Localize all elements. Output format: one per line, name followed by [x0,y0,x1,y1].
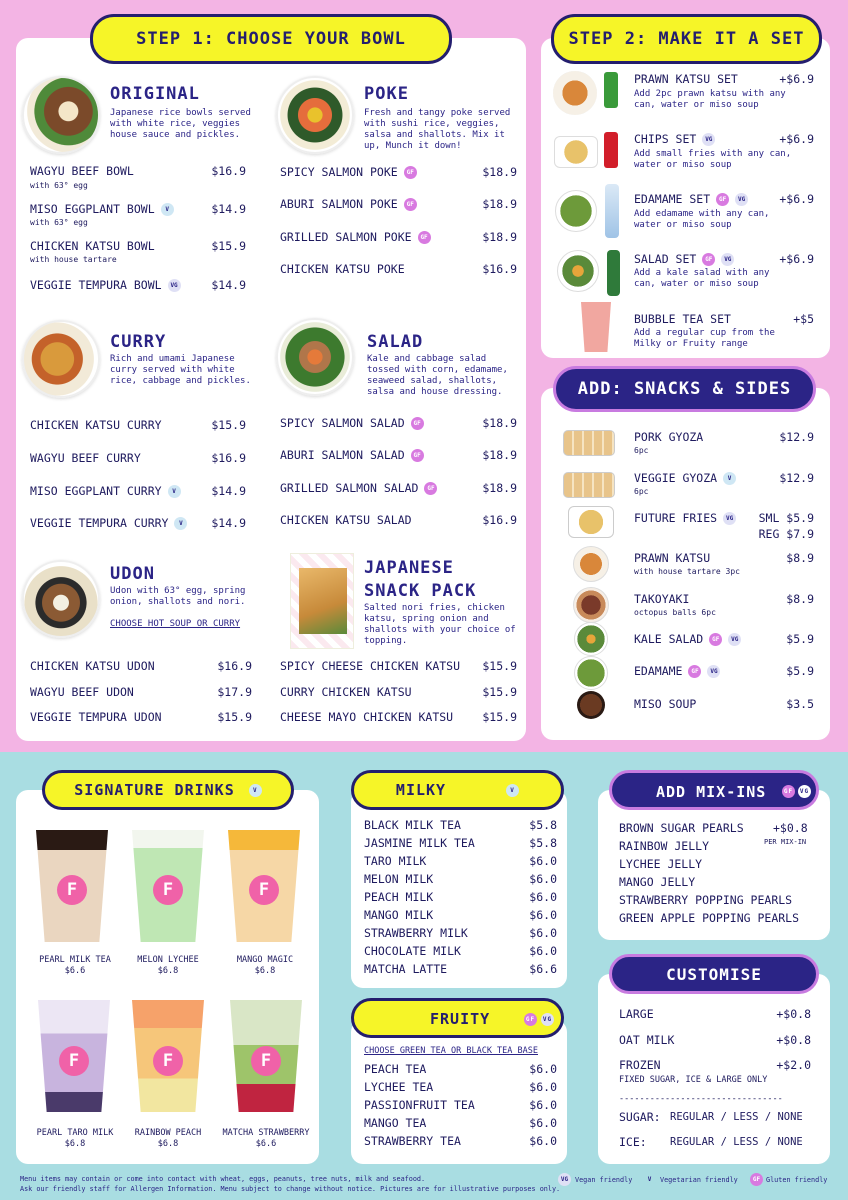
set-item: BUBBLE TEA SET +$5 [634,312,814,326]
drink-label: PEARL MILK TEA $6.6 [39,955,111,976]
item-sub: with house tartare [30,255,117,264]
menu-item: ABURI SALMON POKE GF $18.9 [280,197,517,211]
drink-item: STRAWBERRY MILK $6.0 [364,926,557,940]
item-sub: 6pc [634,446,649,455]
vegetarian-badge: V [168,485,181,498]
vegetarian-badge: V [161,203,174,216]
customise-item: LARGE +$0.8 [619,1007,811,1021]
brand-logo-icon: F [251,1046,281,1076]
drink-item: MANGO TEA $6.0 [364,1116,557,1130]
drink-item: LYCHEE TEA $6.0 [364,1080,557,1094]
customise-item: FROZEN +$2.0 [619,1058,811,1072]
fruity-note: CHOOSE GREEN TEA OR BLACK TEA BASE [364,1046,538,1056]
menu-item: GRILLED SALMON POKE GF $18.9 [280,230,517,244]
side-item: TAKOYAKI $8.9 [634,592,814,606]
menu-item: VEGGIE TEMPURA UDON $15.9 [30,710,252,724]
vegetarian-legend-icon: V [643,1173,656,1186]
menu-item: SPICY SALMON SALAD GF $18.9 [280,416,517,430]
menu-item: SPICY CHEESE CHICKEN KATSU $15.9 [280,659,517,673]
udon-bowl-image [22,560,100,638]
edamame-image [574,656,608,690]
snack-title-line1: JAPANESE [364,558,454,578]
set-desc: Add a regular cup from the Milky or Fruity range [634,328,775,349]
menu-item: SPICY SALMON POKE GF $18.9 [280,165,517,179]
side-item: VEGGIE GYOZA V $12.9 [634,471,814,485]
vegan-badge: VG [168,279,181,292]
vegan-badge: VG [798,785,811,798]
drink-item: STRAWBERRY TEA $6.0 [364,1134,557,1148]
snacks-title: ADD: SNACKS & SIDES [553,366,816,412]
brand-logo-icon: F [59,1046,89,1076]
drink-item: TARO MILK $6.0 [364,854,557,868]
vegan-badge: VG [735,193,748,206]
snack-title-line2: SNACK PACK [364,581,477,601]
set-item: SALAD SET GF VG +$6.9 [634,252,814,266]
mixin-item: STRAWBERRY POPPING PEARLS [619,893,793,907]
drink-item: PEACH TEA $6.0 [364,1062,557,1076]
set-item: EDAMAME SET GF VG +$6.9 [634,192,814,206]
customise-title: CUSTOMISE [609,954,819,994]
vegan-badge: VG [541,1013,554,1026]
prawn-katsu-set-image [553,71,597,115]
vegetarian-badge: V [249,784,262,797]
menu-item: WAGYU BEEF CURRY $16.9 [30,451,246,465]
vegetarian-badge: V [174,517,187,530]
mixin-price-note: PER MIX-IN [764,838,807,846]
gluten-legend-label: Gluten friendly [766,1176,828,1184]
salad-title: SALAD [367,332,424,352]
drink-item: MELON MILK $6.0 [364,872,557,886]
step2-title: STEP 2: MAKE IT A SET [551,14,822,64]
vegan-badge: VG [723,512,736,525]
gluten-free-badge: GF [688,665,701,678]
future-fries-image [568,506,614,538]
mixin-item: GREEN APPLE POPPING PEARLS [619,911,800,925]
sugar-label: SUGAR: [619,1110,661,1124]
vegan-legend-icon: VG [558,1173,571,1186]
drink-item: BLACK MILK TEA $5.8 [364,818,557,832]
item-sub: with 63° egg [30,181,88,190]
item-sub: octopus balls 6pc [634,608,716,617]
mixin-item: RAINBOW JELLY [619,839,710,853]
drink-item: PASSIONFRUIT TEA $6.0 [364,1098,557,1112]
bubble-tea-set-image [581,302,611,352]
footer-line-1: Menu items may contain or come into contact with wheat, eggs, peanuts, tree nuts, milk and seafood. [20,1175,426,1183]
udon-choose-link[interactable]: CHOOSE HOT SOUP OR CURRY [110,619,241,629]
menu-item: CHICKEN KATSU UDON $16.9 [30,659,252,673]
menu-item: VEGGIE TEMPURA CURRY V $14.9 [30,516,246,530]
mixins-title: ADD MIX-INS GF VG [609,770,819,810]
side-item: PORK GYOZA $12.9 [634,430,814,444]
drink-label: RAINBOW PEACH $6.8 [134,1128,202,1149]
menu-item: CHEESE MAYO CHICKEN KATSU $15.9 [280,710,517,724]
snack-pack-image [290,553,354,649]
poke-desc: Fresh and tangy poke served with sushi rice, veggies, salsa and shallots. Mix it up, Munch it down! [364,108,511,151]
vegan-badge: VG [702,133,715,146]
menu-item: CHICKEN KATSU CURRY $15.9 [30,418,246,432]
gluten-free-badge: GF [782,785,795,798]
udon-title: UDON [110,564,155,584]
brand-logo-icon: F [153,875,183,905]
drink-can-icon [604,132,618,168]
kale-salad-image [574,622,608,656]
set-item: CHIPS SET VG +$6.9 [634,132,814,146]
poke-bowl-image [276,76,354,154]
pork-gyoza-image [563,430,615,456]
drink-label: MELON LYCHEE $6.8 [137,955,199,976]
gluten-free-badge: GF [702,253,715,266]
side-item: EDAMAME GF VG $5.9 [634,664,814,678]
salad-bowl-image [276,318,354,396]
snack-desc: Salted nori fries, chicken katsu, spring onion and shallots with your choice of topping. [364,603,516,646]
sugar-options[interactable]: REGULAR / LESS / NONE [670,1111,803,1123]
curry-title: CURRY [110,332,167,352]
chips-set-image [554,136,598,168]
mixin-item: MANGO JELLY [619,875,696,889]
takoyaki-image [573,587,609,623]
ice-options[interactable]: REGULAR / LESS / NONE [670,1136,803,1148]
set-item: PRAWN KATSU SET +$6.9 [634,72,814,86]
gluten-free-badge: GF [404,166,417,179]
gluten-free-badge: GF [524,1013,537,1026]
gluten-free-badge: GF [404,198,417,211]
water-bottle-icon [605,184,619,238]
menu-item: MISO EGGPLANT CURRY V $14.9 [30,484,246,498]
set-desc: Add edamame with any can, water or miso soup [634,209,770,230]
menu-item: GRILLED SALMON SALAD GF $18.9 [280,481,517,495]
milky-title: MILKY V [351,770,564,810]
vegan-legend-label: Vegan friendly [575,1176,633,1184]
gluten-free-badge: GF [709,633,722,646]
original-bowl-image [22,76,100,154]
mixin-item: BROWN SUGAR PEARLS [619,821,744,835]
drink-bottle-icon [607,250,620,296]
udon-desc: Udon with 63° egg, spring onion, shallots and nori. [110,586,246,607]
item-sub: with 63° egg [30,218,88,227]
set-desc: Add small fries with any can, water or miso soup [634,149,792,170]
salad-set-image [557,250,599,292]
gluten-free-badge: GF [716,193,729,206]
gluten-legend-icon: GF [750,1173,763,1186]
vegan-badge: VG [728,633,741,646]
drink-item: MANGO MILK $6.0 [364,908,557,922]
menu-item: CHICKEN KATSU POKE $16.9 [280,262,517,276]
vegetarian-badge: V [723,472,736,485]
signature-title: SIGNATURE DRINKS V [42,770,294,810]
menu-item: VEGGIE TEMPURA BOWL VG $14.9 [30,278,246,292]
mixin-item: LYCHEE JELLY [619,857,703,871]
menu-item: CHICKEN KATSU BOWL $15.9 [30,239,246,253]
brand-logo-icon: F [249,875,279,905]
side-item: FUTURE FRIES VG SML $5.9 [634,511,814,525]
menu-item: WAGYU BEEF BOWL $16.9 [30,164,246,178]
vegan-badge: VG [721,253,734,266]
side-item: PRAWN KATSU $8.9 [634,551,814,565]
gluten-free-badge: GF [418,231,431,244]
drink-label: PEARL TARO MILK $6.8 [36,1128,114,1149]
menu-item: CURRY CHICKEN KATSU $15.9 [280,685,517,699]
vegan-badge: VG [707,665,720,678]
brand-logo-icon: F [57,875,87,905]
original-desc: Japanese rice bowls served with white rice, veggies house sauce and pickles. [110,108,251,140]
gluten-free-badge: GF [411,449,424,462]
side-item: KALE SALAD GF VG $5.9 [634,632,814,646]
original-title: ORIGINAL [110,84,200,104]
customise-item: OAT MILK +$0.8 [619,1033,811,1047]
drink-item: CHOCOLATE MILK $6.0 [364,944,557,958]
customise-divider: -------------------------------- [619,1094,783,1104]
side-item: MISO SOUP $3.5 [634,697,814,711]
ice-label: ICE: [619,1135,647,1149]
fruity-title: FRUITY GF VG [351,998,564,1038]
salad-desc: Kale and cabbage salad tossed with corn, edamame, seaweed salad, shallots, salsa and house dressing. [367,354,508,397]
drink-label: MATCHA STRAWBERRY $6.6 [222,1128,310,1149]
veggie-gyoza-image [563,472,615,498]
drink-item: JASMINE MILK TEA $5.8 [364,836,557,850]
footer-line-2: Ask our friendly staff for Allergen Information. Menu subject to change without notice. Pictures are for illustrative purposes only. [20,1185,561,1193]
gluten-free-badge: GF [424,482,437,495]
curry-desc: Rich and umami Japanese curry served with white rice, cabbage and pickles. [110,354,251,386]
brand-logo-icon: F [153,1046,183,1076]
drink-item: PEACH MILK $6.0 [364,890,557,904]
step1-title: STEP 1: CHOOSE YOUR BOWL [90,14,452,64]
drink-can-icon [604,72,618,108]
item-sub: with house tartare 3pc [634,567,740,576]
frozen-note: FIXED SUGAR, ICE & LARGE ONLY [619,1075,768,1085]
vegetarian-badge: V [506,784,519,797]
vegetarian-legend-label: Vegetarian friendly [660,1176,738,1184]
prawn-katsu-image [573,546,609,582]
poke-title: POKE [364,84,409,104]
menu-item: CHICKEN KATSU SALAD $16.9 [280,513,517,527]
miso-soup-image [577,691,605,719]
item-sub: 6pc [634,487,649,496]
mixin-price: +$0.8 [773,821,808,835]
set-desc: Add 2pc prawn katsu with any can, water or miso soup [634,89,786,110]
edamame-set-image [555,190,597,232]
gluten-free-badge: GF [411,417,424,430]
drink-item: MATCHA LATTE $6.6 [364,962,557,976]
menu-item: ABURI SALMON SALAD GF $18.9 [280,448,517,462]
set-desc: Add a kale salad with any can, water or miso soup [634,268,770,289]
side-item-price-reg: REG $7.9 [758,527,814,541]
menu-item: MISO EGGPLANT BOWL V $14.9 [30,202,246,216]
drink-label: MANGO MAGIC $6.8 [236,955,294,976]
menu-item: WAGYU BEEF UDON $17.9 [30,685,252,699]
curry-bowl-image [22,320,100,398]
